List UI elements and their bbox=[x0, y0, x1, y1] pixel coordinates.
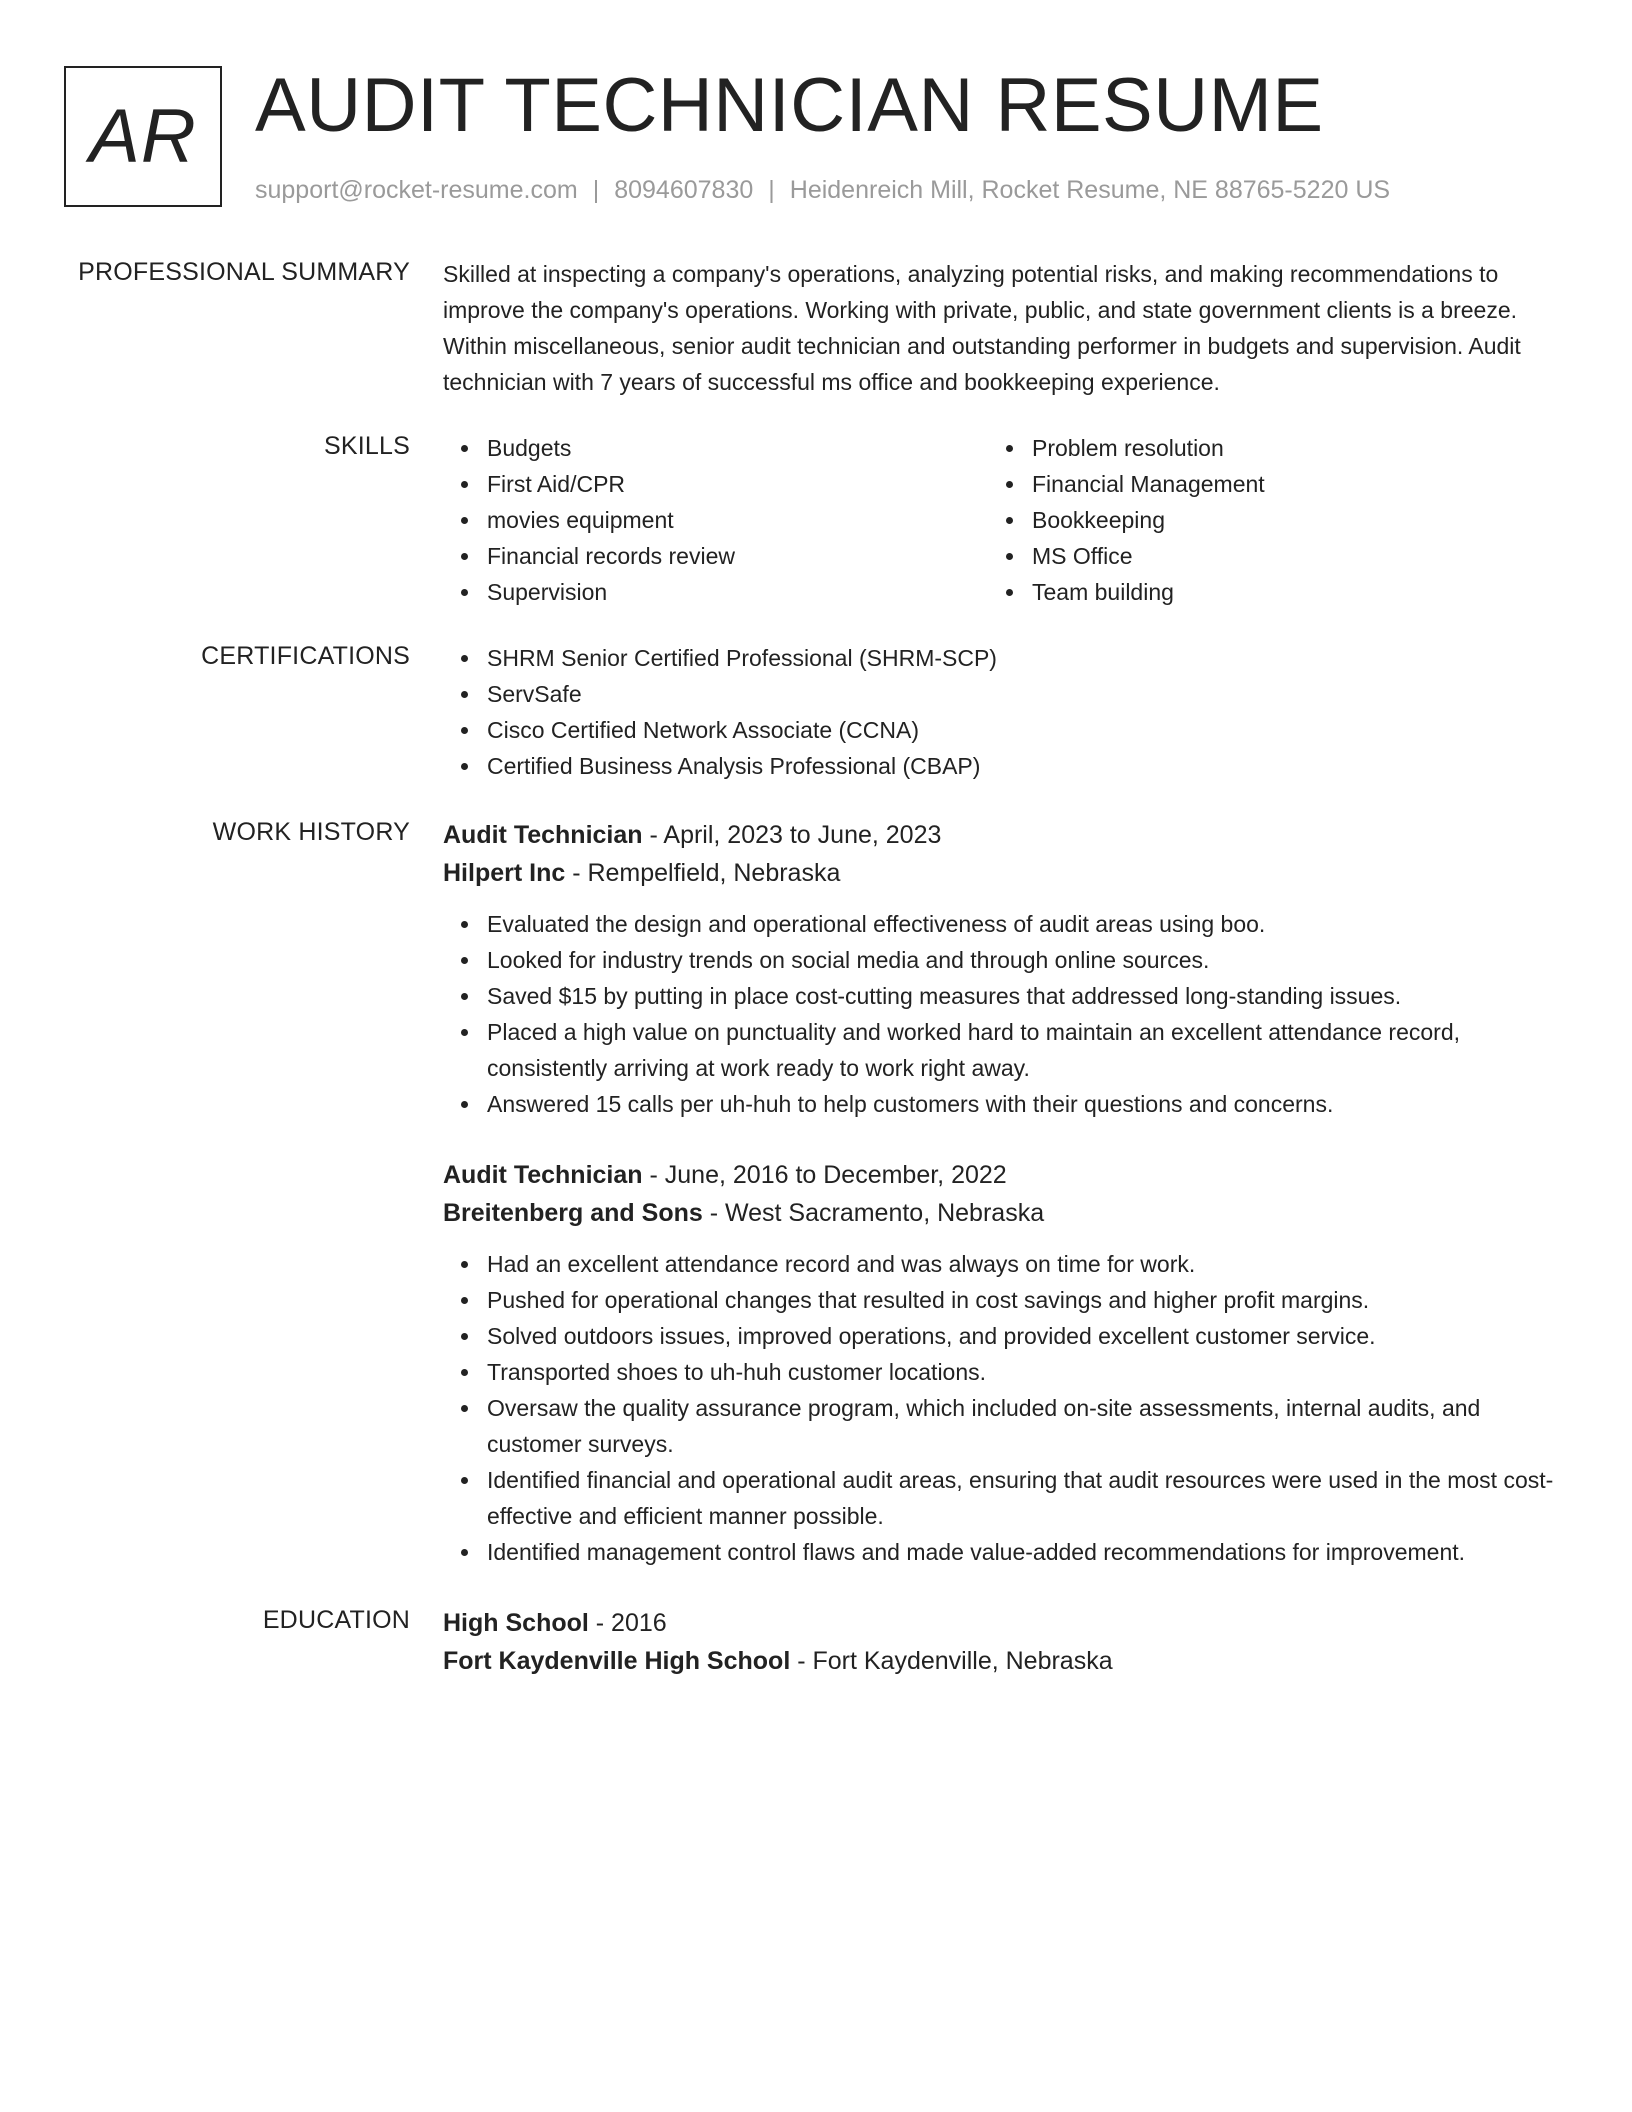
job-bullet: Saved $15 by putting in place cost-cutting measures that addressed long-standing issues. bbox=[487, 978, 1568, 1014]
job-bullet: Identified financial and operational audit areas, ensuring that audit resources were used in the most cost-effective and efficient manner possible. bbox=[487, 1462, 1568, 1534]
skill-item: Financial Management bbox=[1032, 466, 1533, 502]
job-title-line bbox=[443, 816, 1568, 854]
skill-item: Budgets bbox=[487, 430, 988, 466]
contact-separator: | bbox=[592, 176, 600, 204]
contact-email: support@rocket-resume.com bbox=[255, 176, 578, 204]
education-location: - Fort Kaydenville, Nebraska bbox=[790, 1647, 1113, 1675]
job-title-line bbox=[443, 1156, 1568, 1194]
resume-title: AUDIT TECHNICIAN RESUME bbox=[255, 63, 1324, 148]
job-bullet: Had an excellent attendance record and was always on time for work. bbox=[487, 1246, 1568, 1282]
skills-column-right bbox=[988, 430, 1533, 610]
job-company: Hilpert Inc bbox=[443, 859, 566, 887]
job-dates: - April, 2023 to June, 2023 bbox=[642, 821, 942, 849]
job-entry bbox=[443, 816, 1568, 1122]
job-bullet: Identified management control flaws and made value-added recommendations for improvement. bbox=[487, 1534, 1568, 1570]
job-title: Audit Technician bbox=[443, 1161, 643, 1189]
summary-body bbox=[443, 256, 1568, 400]
education-school-line bbox=[443, 1642, 1568, 1680]
certifications-body bbox=[443, 640, 1568, 784]
job-company-line bbox=[443, 1194, 1568, 1232]
section-label-summary: PROFESSIONAL SUMMARY bbox=[78, 258, 410, 286]
skill-item: MS Office bbox=[1032, 538, 1533, 574]
skill-item: Financial records review bbox=[487, 538, 988, 574]
job-bullet: Transported shoes to uh-huh customer locations. bbox=[487, 1354, 1568, 1390]
job-company-line bbox=[443, 854, 1568, 892]
job-bullet: Looked for industry trends on social media and through online sources. bbox=[487, 942, 1568, 978]
contact-phone: 8094607830 bbox=[614, 176, 754, 204]
skill-item: Supervision bbox=[487, 574, 988, 610]
skill-item: Bookkeeping bbox=[1032, 502, 1533, 538]
section-label-work-history: WORK HISTORY bbox=[212, 818, 410, 846]
education-degree-line bbox=[443, 1604, 1568, 1642]
job-bullet: Answered 15 calls per uh-huh to help customers with their questions and concerns. bbox=[487, 1086, 1568, 1122]
certification-item: Cisco Certified Network Associate (CCNA) bbox=[487, 712, 1568, 748]
job-bullet: Placed a high value on punctuality and worked hard to maintain an excellent attendance record, consistently arriving at work ready to work right away. bbox=[487, 1014, 1568, 1086]
education-body bbox=[443, 1604, 1568, 1680]
education-degree: High School bbox=[443, 1609, 589, 1637]
education-year: - 2016 bbox=[588, 1609, 667, 1637]
section-label-education: EDUCATION bbox=[262, 1606, 410, 1634]
skill-item: First Aid/CPR bbox=[487, 466, 988, 502]
job-dates: - June, 2016 to December, 2022 bbox=[642, 1161, 1007, 1189]
work-history-body bbox=[443, 816, 1568, 1570]
certification-item: ServSafe bbox=[487, 676, 1568, 712]
certification-item: SHRM Senior Certified Professional (SHRM-SCP) bbox=[487, 640, 1568, 676]
skills-grid bbox=[443, 430, 1568, 610]
skill-item: Problem resolution bbox=[1032, 430, 1533, 466]
contact-line bbox=[255, 174, 1390, 207]
education-school: Fort Kaydenville High School bbox=[443, 1647, 791, 1675]
contact-separator: | bbox=[768, 176, 775, 204]
job-company: Breitenberg and Sons bbox=[443, 1199, 703, 1227]
job-entry bbox=[443, 1156, 1568, 1570]
section-label-certifications: CERTIFICATIONS bbox=[201, 642, 410, 670]
skills-body bbox=[443, 430, 1568, 610]
job-location: - Rempelfield, Nebraska bbox=[565, 859, 841, 887]
job-bullet: Oversaw the quality assurance program, which included on-site assessments, internal audits, and customer surveys. bbox=[487, 1390, 1568, 1462]
skill-item: movies equipment bbox=[487, 502, 988, 538]
job-location: - West Sacramento, Nebraska bbox=[702, 1199, 1045, 1227]
monogram-logo: AR bbox=[64, 66, 222, 207]
job-bullet: Pushed for operational changes that resulted in cost savings and higher profit margins. bbox=[487, 1282, 1568, 1318]
skill-item: Team building bbox=[1032, 574, 1533, 610]
section-label-skills: SKILLS bbox=[324, 432, 410, 460]
job-bullet: Evaluated the design and operational effectiveness of audit areas using boo. bbox=[487, 906, 1568, 942]
skills-column-left bbox=[443, 430, 988, 610]
contact-address: Heidenreich Mill, Rocket Resume, NE 88765-5220 US bbox=[789, 176, 1391, 204]
resume-header bbox=[64, 63, 1568, 210]
job-title: Audit Technician bbox=[443, 821, 643, 849]
certification-item: Certified Business Analysis Professional (CBAP) bbox=[487, 748, 1568, 784]
summary-text: Skilled at inspecting a company's operations, analyzing potential risks, and making recommendations to improve the company's operations. Working with private, public, and state government clients is a breeze. Within miscellaneous, senior audit technician and outstanding performer in budgets and supervision. Audit technician with 7 years of successful ms office and bookkeeping experience. bbox=[443, 261, 1521, 395]
job-bullet: Solved outdoors issues, improved operations, and provided excellent customer service. bbox=[487, 1318, 1568, 1354]
